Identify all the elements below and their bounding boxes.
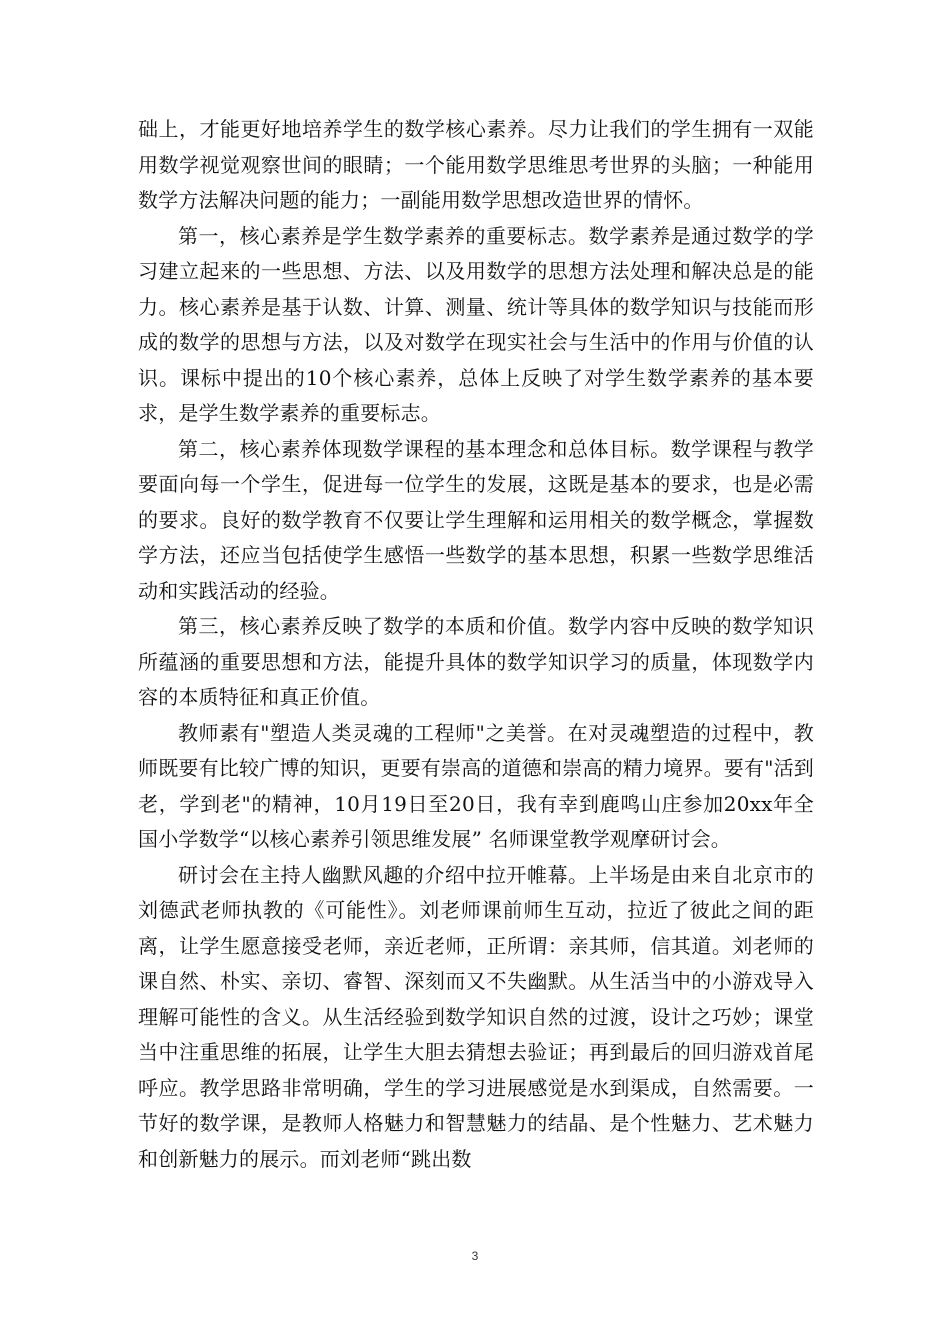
paragraph-first-point: 第一，核心素养是学生数学素养的重要标志。数学素养是通过数学的学习建立起来的一些思想、方法、以及用数学的思想方法处理和解决总是的能力。核心素养是基于认数、计算、测量、统计等具体的数学知识与技能而形成的数学的思想与方法，以及对数学在现实社会与生活中的作用与价值的认识。课标中提出的10个核心素养，总体上反映了对学生数学素养的基本要求，是学生数学素养的重要标志。 [138,223,814,425]
paragraph-teacher-honor: 教师素有"塑造人类灵魂的工程师"之美誉。在对灵魂塑造的过程中，教师既要有比较广博的知识，更要有崇高的道德和崇高的精力境界。要有"活到老，学到老"的精神，10月19日至20日，我有幸到鹿鸣山庄参加20xx年全国小学数学“以核心素养引领思维发展” 名师课堂教学观摩研讨会。 [138,720,814,851]
paragraph-seminar: 研讨会在主持人幽默风趣的介绍中拉开帷幕。上半场是由来自北京市的刘德武老师执教的《可能性》。刘老师课前师生互动，拉近了彼此之间的距离，让学生愿意接受老师，亲近老师，正所谓：亲其师，信其道。刘老师的课自然、朴实、亲切、睿智、深刻而又不失幽默。从生活当中的小游戏导入理解可能性的含义。从生活经验到数学知识自然的过渡，设计之巧妙；课堂当中注重思维的拓展，让学生大胆去猜想去验证；再到最后的回归游戏首尾呼应。教学思路非常明确，学生的学习进展感觉是水到渠成，自然需要。一节好的数学课，是教师人格魅力和智慧魅力的结晶、是个性魅力、艺术魅力和创新魅力的展示。而刘老师“跳出数 [138,862,814,1171]
page-number: 3 [471,1249,479,1263]
document-body [138,112,814,1177]
paragraph-continuation: 础上，才能更好地培养学生的数学核心素养。尽力让我们的学生拥有一双能用数学视觉观察世间的眼睛；一个能用数学思维思考世界的头脑；一种能用数学方法解决问题的能力；一副能用数学思想改造世界的情怀。 [138,117,814,212]
paragraph-second-point: 第二，核心素养体现数学课程的基本理念和总体目标。数学课程与教学要面向每一个学生，促进每一位学生的发展，这既是基本的要求，也是必需的要求。良好的数学教育不仅要让学生理解和运用相关的数学概念，掌握数学方法，还应当包括使学生感悟一些数学的基本思想，积累一些数学思维活动和实践活动的经验。 [138,436,814,603]
paragraph-third-point: 第三，核心素养反映了数学的本质和价值。数学内容中反映的数学知识所蕴涵的重要思想和方法，能提升具体的数学知识学习的质量，体现数学内容的本质特征和真正价值。 [138,614,814,709]
